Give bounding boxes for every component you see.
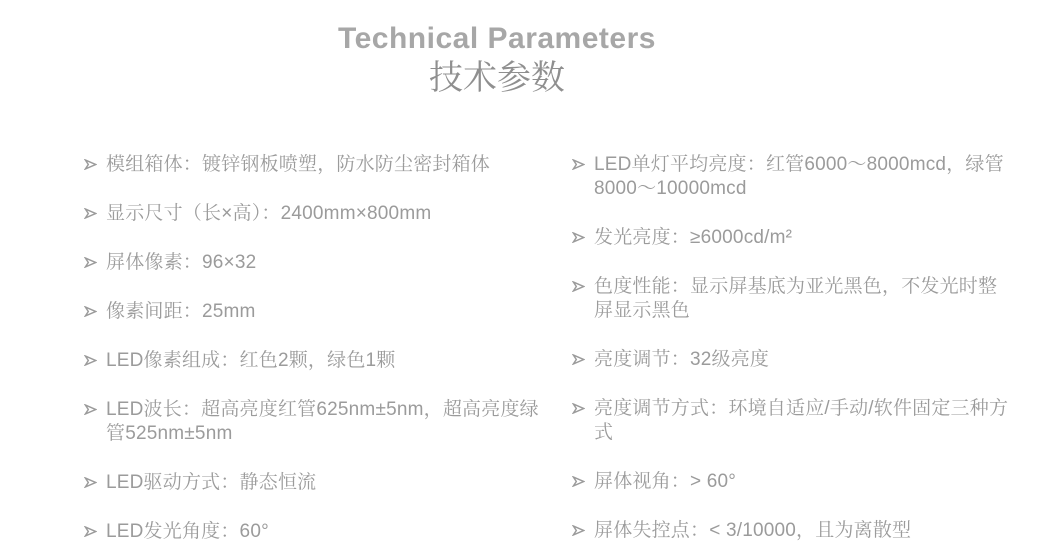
arrowhead-bullet-icon: [572, 153, 594, 170]
spec-list-item: [84, 251, 546, 275]
spec-text: 屏体失控点：< 3/10000，且为离散型: [594, 519, 912, 541]
spec-text: 色度性能：显示屏基底为亚光黑色，不发光时整屏显示黑色: [594, 275, 998, 321]
arrowhead-bullet-icon: [572, 226, 594, 243]
spec-text: 像素间距：25mm: [106, 300, 256, 322]
arrowhead-bullet-icon: [84, 349, 106, 366]
spec-text: 屏体视角：> 60°: [594, 470, 737, 492]
spec-list-item: [84, 153, 546, 177]
spec-list-item: [572, 226, 1012, 250]
arrowhead-bullet-icon: [572, 397, 594, 414]
spec-text: 模组箱体：镀锌钢板喷塑，防水防尘密封箱体: [106, 153, 491, 175]
spec-text: 亮度调节方式：环境自适应/手动/软件固定三种方式: [594, 397, 1009, 443]
spec-list-item: [572, 470, 1012, 494]
spec-list-item: [572, 348, 1012, 372]
spec-text: LED单灯平均亮度：红管6000～8000mcd，绿管8000～10000mcd: [594, 153, 1004, 199]
arrowhead-bullet-icon: [84, 300, 106, 317]
spec-list-item: [84, 202, 546, 226]
spec-text: LED像素组成：红色2颗，绿色1颗: [106, 349, 396, 371]
page-title-chinese: 技术参数: [429, 58, 565, 97]
spec-list-item: [572, 519, 1012, 543]
spec-text: 显示尺寸（长×高）：2400mm×800mm: [106, 202, 432, 224]
spec-list-left: [84, 153, 546, 558]
spec-list-item: [84, 349, 546, 373]
spec-list-item: [572, 153, 1012, 201]
spec-text: LED驱动方式：静态恒流: [106, 471, 317, 493]
spec-text: LED波长：超高亮度红管625nm±5nm，超高亮度绿管525nm±5nm: [106, 398, 539, 444]
arrowhead-bullet-icon: [572, 470, 594, 487]
spec-list-item: [572, 397, 1012, 445]
arrowhead-bullet-icon: [572, 519, 594, 536]
spec-text: 屏体像素：96×32: [106, 251, 257, 273]
arrowhead-bullet-icon: [84, 471, 106, 488]
arrowhead-bullet-icon: [572, 348, 594, 365]
spec-list-right: [572, 153, 1012, 558]
arrowhead-bullet-icon: [572, 275, 594, 292]
spec-list-item: [84, 398, 546, 446]
page-title-english: Technical Parameters: [338, 22, 656, 55]
arrowhead-bullet-icon: [84, 251, 106, 268]
arrowhead-bullet-icon: [84, 520, 106, 537]
arrowhead-bullet-icon: [84, 398, 106, 415]
page-header: [0, 0, 994, 97]
arrowhead-bullet-icon: [84, 153, 106, 170]
spec-list-item: [84, 520, 546, 544]
spec-text: 亮度调节：32级亮度: [594, 348, 770, 370]
spec-columns: [0, 153, 1060, 558]
spec-text: LED发光角度：60°: [106, 520, 269, 542]
spec-list-item: [84, 300, 546, 324]
spec-list-item: [572, 275, 1012, 323]
spec-text: 发光亮度：≥6000cd/m²: [594, 226, 793, 248]
arrowhead-bullet-icon: [84, 202, 106, 219]
spec-list-item: [84, 471, 546, 495]
